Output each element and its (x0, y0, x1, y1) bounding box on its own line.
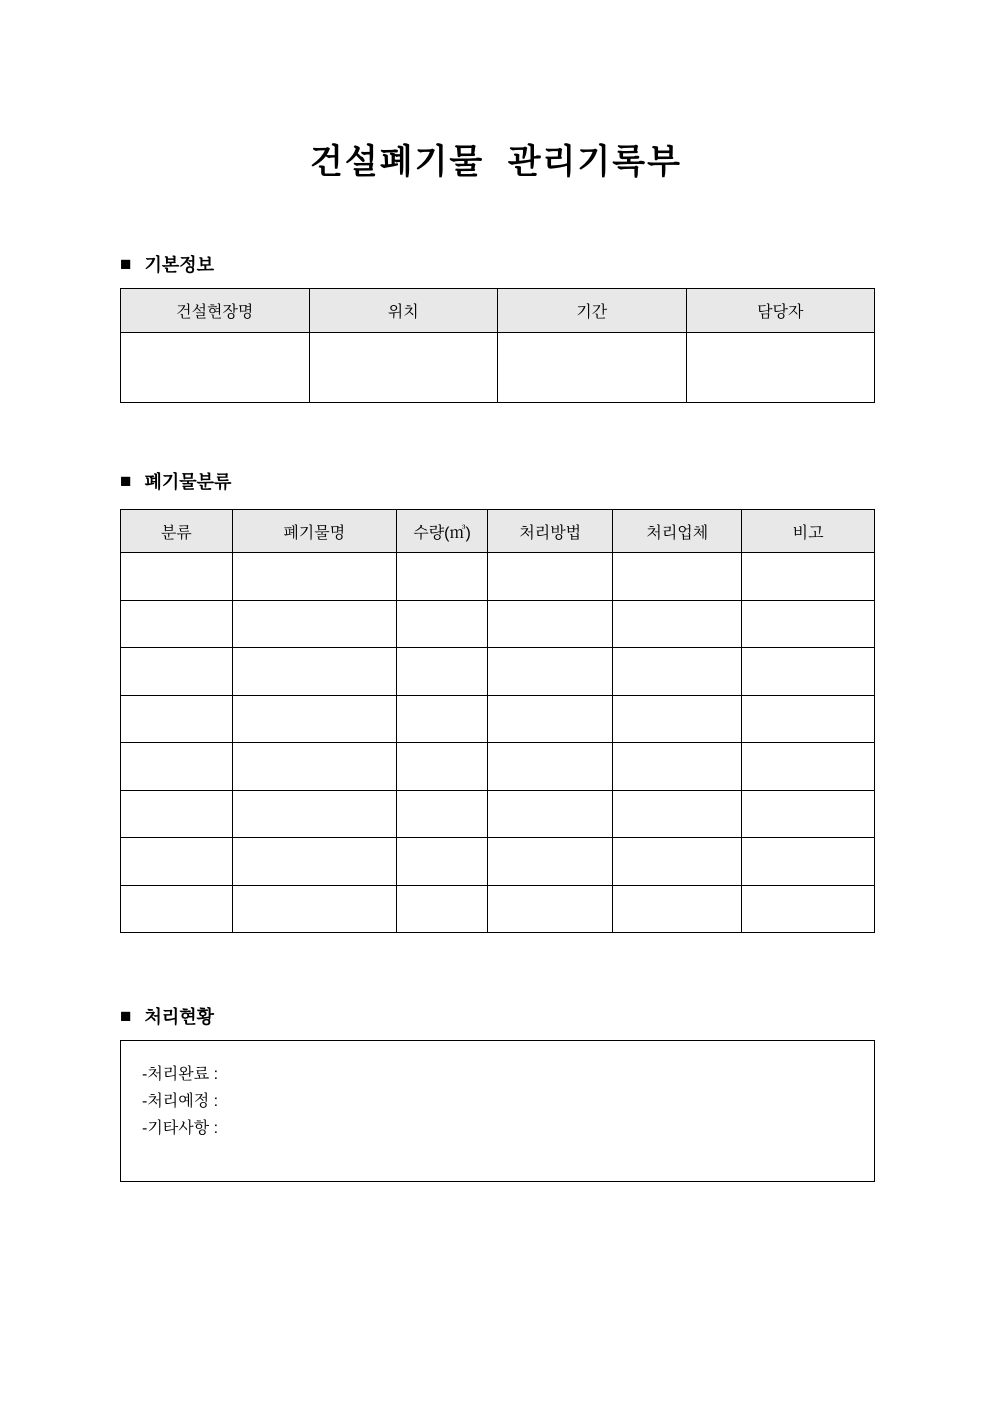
waste-table-entry-row (121, 790, 875, 838)
empty-cell (232, 600, 396, 648)
waste-table-header-row (121, 510, 875, 553)
empty-cell (613, 885, 742, 933)
empty-cell (488, 838, 613, 886)
waste-table-entry-row (121, 695, 875, 743)
column-header-site-name: 건설현장명 (121, 289, 310, 333)
empty-cell (232, 553, 396, 601)
column-header-treatment-method: 처리방법 (488, 510, 613, 553)
empty-cell (232, 743, 396, 791)
waste-table-entry-row (121, 600, 875, 648)
waste-table-entry-row (121, 553, 875, 601)
waste-table-entry-row (121, 648, 875, 696)
empty-cell (488, 743, 613, 791)
empty-cell (232, 648, 396, 696)
empty-cell (613, 838, 742, 886)
empty-cell (488, 600, 613, 648)
empty-cell (396, 648, 487, 696)
empty-cell (121, 600, 233, 648)
section-label-waste-classification: 폐기물분류 (144, 472, 232, 492)
square-bullet-icon: ■ (120, 253, 132, 275)
empty-cell (396, 838, 487, 886)
empty-cell-manager (686, 333, 875, 403)
status-line-other: -기타사항 : (142, 1120, 219, 1137)
empty-cell (396, 600, 487, 648)
processing-status-box (120, 1040, 875, 1182)
empty-cell (742, 648, 875, 696)
empty-cell (121, 648, 233, 696)
square-bullet-icon: ■ (120, 1005, 132, 1027)
empty-cell (121, 838, 233, 886)
section-label-processing-status: 처리현황 (144, 1007, 215, 1027)
column-header-location: 위치 (309, 289, 498, 333)
empty-cell (232, 885, 396, 933)
empty-cell (488, 885, 613, 933)
empty-cell (396, 553, 487, 601)
waste-table-entry-row (121, 743, 875, 791)
waste-table-entry-row (121, 885, 875, 933)
empty-cell (488, 695, 613, 743)
empty-cell (121, 790, 233, 838)
empty-cell (121, 695, 233, 743)
section-label-basic-info: 기본정보 (144, 255, 215, 275)
column-header-classification: 분류 (121, 510, 233, 553)
empty-cell (742, 790, 875, 838)
empty-cell (742, 885, 875, 933)
waste-table-body (121, 553, 875, 933)
square-bullet-icon: ■ (120, 470, 132, 492)
status-line-scheduled: -처리예정 : (142, 1093, 219, 1110)
section-heading-waste-classification (120, 468, 231, 494)
empty-cell (232, 790, 396, 838)
basic-info-header-row (121, 289, 875, 333)
empty-cell (742, 695, 875, 743)
column-header-waste-name: 폐기물명 (232, 510, 396, 553)
empty-cell (488, 790, 613, 838)
waste-classification-table (120, 509, 875, 933)
empty-cell (121, 743, 233, 791)
status-line-completed: -처리완료 : (142, 1066, 219, 1083)
empty-cell (396, 743, 487, 791)
empty-cell (613, 648, 742, 696)
empty-cell (742, 743, 875, 791)
section-heading-processing-status (120, 1003, 214, 1029)
document-title: 건설폐기물 관리기록부 (310, 143, 682, 181)
empty-cell (613, 790, 742, 838)
empty-cell (742, 838, 875, 886)
section-heading-basic-info (120, 251, 214, 277)
column-header-quantity: 수량(㎥) (396, 510, 487, 553)
empty-cell (232, 695, 396, 743)
waste-table-entry-row (121, 838, 875, 886)
empty-cell (613, 600, 742, 648)
basic-info-table (120, 288, 875, 403)
empty-cell (488, 553, 613, 601)
column-header-period: 기간 (498, 289, 687, 333)
empty-cell (396, 790, 487, 838)
empty-cell (396, 885, 487, 933)
empty-cell (396, 695, 487, 743)
column-header-manager: 담당자 (686, 289, 875, 333)
empty-cell (742, 553, 875, 601)
empty-cell (742, 600, 875, 648)
empty-cell-location (309, 333, 498, 403)
basic-info-entry-row (121, 333, 875, 403)
empty-cell-site-name (121, 333, 310, 403)
empty-cell (232, 838, 396, 886)
empty-cell (613, 553, 742, 601)
empty-cell (121, 885, 233, 933)
empty-cell (613, 695, 742, 743)
column-header-remarks: 비고 (742, 510, 875, 553)
empty-cell (488, 648, 613, 696)
empty-cell-period (498, 333, 687, 403)
empty-cell (121, 553, 233, 601)
column-header-treatment-company: 처리업체 (613, 510, 742, 553)
empty-cell (613, 743, 742, 791)
